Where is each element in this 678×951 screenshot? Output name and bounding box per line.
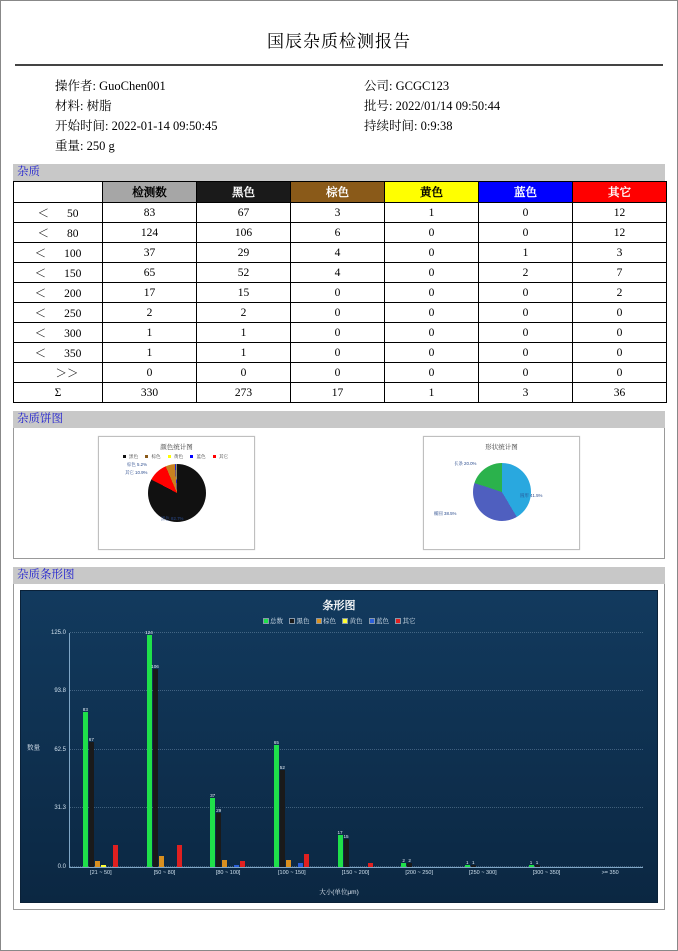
meta-row-material: [55, 96, 354, 116]
pie-legend-item-black: 黑色: [123, 454, 140, 459]
table-cell-value: 2: [103, 303, 197, 323]
table-cell-value: 0: [479, 323, 573, 343]
table-header-blank: [14, 182, 103, 203]
pie-card-color: [98, 436, 255, 550]
table-header-row: [14, 182, 667, 203]
meta-value-weight: 250 g: [86, 139, 115, 153]
table-cell-value: 0: [385, 243, 479, 263]
bar-总数: [465, 860, 470, 867]
bar-value-label: 1: [529, 860, 533, 866]
bar-value-label: 1: [535, 860, 539, 866]
bar-value-label: 2: [408, 858, 411, 864]
table-row: [14, 363, 667, 383]
table-cell-value: 17: [103, 283, 197, 303]
table-cell-size: ＜ 300: [14, 323, 103, 343]
pie-chart-area: [13, 428, 665, 559]
pie-label-brown: 棕色 5.2%: [127, 462, 148, 467]
table-row: [14, 263, 667, 283]
table-cell-size: ＜ 250: [14, 303, 103, 323]
table-cell-value: 0: [385, 363, 479, 383]
table-cell-value: 0: [291, 363, 385, 383]
table-cell-value: 37: [103, 243, 197, 263]
table-row: [14, 243, 667, 263]
table-header-yellow: 黄色: [385, 182, 479, 203]
table-cell-value: 0: [291, 323, 385, 343]
bar-黑色: [343, 833, 349, 867]
pie-title-color: 颜色统计图: [160, 444, 193, 451]
table-cell-value: 6: [291, 223, 385, 243]
bar-value-label: 29: [216, 807, 222, 813]
bar-chart-y-axis-title: 数量: [27, 744, 40, 751]
meta-block: [15, 76, 663, 156]
pie-graphic-color: [148, 464, 206, 522]
pie-label-strip: 长条 20.0%: [454, 461, 477, 466]
table-row: [14, 223, 667, 243]
meta-row-company: [364, 76, 663, 96]
table-cell-value: 0: [479, 363, 573, 383]
bar-棕色: [222, 860, 227, 867]
table-cell-value: 67: [197, 203, 291, 223]
page-title: 国辰杂质检测报告: [267, 32, 411, 51]
bar-总数: [82, 706, 88, 867]
x-axis-tick: [100 ~ 150]: [277, 870, 306, 876]
bar-value-label: 2: [402, 858, 405, 864]
pie-legend-item-yellow: 黄色: [168, 454, 185, 459]
meta-row-duration: [364, 116, 663, 136]
table-cell-value: 0: [291, 343, 385, 363]
table-cell-value: 2: [573, 283, 667, 303]
bar-其它: [368, 863, 373, 867]
meta-label-start-time: 开始时间:: [55, 119, 109, 133]
table-cell-size: ＜ 350: [14, 343, 103, 363]
bar-group: [337, 633, 374, 876]
table-body: [14, 203, 667, 403]
table-cell-sum-value: 3: [479, 383, 573, 403]
table-cell-sum-value: 273: [197, 383, 291, 403]
pie-graphic-shape: [473, 463, 531, 521]
pie-legend-item-other: 其它: [213, 454, 230, 459]
y-axis-tick: 125.0: [50, 630, 66, 636]
table-cell-sum-value: 17: [291, 383, 385, 403]
bar-其它: [113, 845, 118, 867]
legend-item-黄色: 黄色: [342, 618, 363, 625]
meta-value-batch: 2022/01/14 09:50:44: [395, 99, 501, 113]
bar-chart-legend: [21, 616, 657, 625]
x-axis-tick: [200 ~ 250]: [405, 870, 433, 876]
bar-总数: [401, 858, 406, 867]
table-cell-value: 3: [573, 243, 667, 263]
table-cell-value: 0: [385, 223, 479, 243]
bar-蓝色: [298, 863, 303, 867]
meta-value-operator: GuoChen001: [99, 79, 166, 93]
meta-col-left: [15, 76, 354, 156]
x-axis-tick: [250 ~ 300]: [468, 870, 497, 876]
table-cell-value: 124: [103, 223, 197, 243]
table-cell-size: ＜ 80: [14, 223, 103, 243]
meta-row-start-time: [55, 116, 354, 136]
pie-label-other: 其它 10.9%: [125, 470, 148, 475]
meta-label-batch: 批号:: [364, 99, 393, 113]
bar-其它: [240, 861, 245, 867]
table-cell-size: ＜ 200: [14, 283, 103, 303]
table-cell-sum-value: 330: [103, 383, 197, 403]
section-header-bar-chart: 杂质条形图: [13, 567, 665, 584]
table-cell-value: 0: [479, 343, 573, 363]
table-cell-value: 1: [103, 323, 197, 343]
meta-label-weight: 重量:: [55, 139, 84, 153]
bar-黑色: [407, 858, 412, 867]
bar-group: [210, 633, 246, 876]
table-cell-value: 1: [385, 203, 479, 223]
bar-总数: [145, 629, 153, 867]
table-cell-value: 1: [103, 343, 197, 363]
impurity-table: [13, 181, 667, 403]
bar-group: [465, 633, 501, 876]
meta-row-operator: [55, 76, 354, 96]
table-cell-value: 1: [479, 243, 573, 263]
bar-group: [273, 633, 310, 876]
bar-黑色: [471, 860, 476, 867]
pie-wrap-color: [99, 460, 254, 530]
meta-label-company: 公司:: [364, 79, 393, 93]
table-cell-value: 3: [291, 203, 385, 223]
section-header-pie-charts: 杂质饼图: [13, 411, 665, 428]
table-cell-value: 0: [573, 343, 667, 363]
bar-chart: [20, 590, 658, 903]
table-cell-value: 83: [103, 203, 197, 223]
title-divider: [15, 64, 663, 66]
table-cell-value: 4: [291, 263, 385, 283]
table-cell-sum-label: Σ: [14, 383, 103, 403]
table-cell-value: 0: [573, 303, 667, 323]
bar-value-label: 124: [145, 629, 153, 635]
x-axis-tick: [150 ~ 200]: [341, 870, 370, 876]
table-cell-value: 0: [479, 303, 573, 323]
table-cell-size: ＜ 150: [14, 263, 103, 283]
table-cell-size: ＜ 100: [14, 243, 103, 263]
table-cell-value: 0: [385, 283, 479, 303]
table-cell-value: 0: [291, 303, 385, 323]
bar-value-label: 83: [82, 706, 88, 712]
bar-value-label: 17: [337, 830, 343, 836]
table-row-sum: [14, 383, 667, 403]
meta-label-duration: 持续时间:: [364, 119, 418, 133]
table-cell-value: 0: [385, 303, 479, 323]
y-axis-tick: 31.3: [54, 805, 66, 812]
bar-group: [145, 629, 183, 876]
table-cell-value: 0: [197, 363, 291, 383]
table-row: [14, 323, 667, 343]
bar-chart-title: 条形图: [322, 600, 356, 612]
table-cell-value: 0: [385, 263, 479, 283]
bar-黑色: [151, 663, 159, 867]
x-axis-tick: [80 ~ 100]: [215, 870, 241, 876]
x-axis-tick: >= 350: [601, 870, 619, 876]
table-cell-sum-value: 36: [573, 383, 667, 403]
x-axis-tick: [300 ~ 350]: [532, 870, 561, 876]
legend-item-其它: 其它: [395, 618, 416, 625]
bar-棕色: [159, 856, 164, 867]
table-row: [14, 203, 667, 223]
meta-row-batch: [364, 96, 663, 116]
table-header-black: 黑色: [197, 182, 291, 203]
table-cell-value: 0: [385, 323, 479, 343]
table-cell-value: 0: [573, 363, 667, 383]
table-cell-value: 12: [573, 203, 667, 223]
bar-黑色: [88, 736, 94, 867]
bar-蓝色: [234, 865, 239, 867]
bar-value-label: 15: [343, 833, 349, 839]
bar-chart-x-axis-title: 大小(单位μm): [319, 889, 359, 896]
table-cell-value: 12: [573, 223, 667, 243]
table-header-other: 其它: [573, 182, 667, 203]
bar-group: [401, 633, 437, 876]
bar-value-label: 67: [88, 736, 94, 742]
bar-总数: [273, 740, 279, 867]
table-cell-value: 7: [573, 263, 667, 283]
bar-黑色: [216, 807, 222, 867]
meta-label-material: 材料:: [55, 99, 84, 113]
x-axis-tick: [50 ~ 80]: [153, 870, 176, 876]
pie-label-black: 黑色 82.7%: [161, 516, 184, 521]
table-header-blue: 蓝色: [479, 182, 573, 203]
table-header-count: 检测数: [103, 182, 197, 203]
table-cell-sum-value: 1: [385, 383, 479, 403]
table-cell-value: 2: [479, 263, 573, 283]
meta-value-material: 树脂: [86, 99, 112, 113]
table-cell-size: ＞＞: [14, 363, 103, 383]
bar-总数: [529, 860, 534, 867]
pie-wrap-shape: [424, 459, 579, 529]
table-cell-value: 0: [573, 323, 667, 343]
bar-chart-plot: [50, 629, 643, 876]
table-header-brown: 棕色: [291, 182, 385, 203]
table-head: [14, 182, 667, 203]
table-cell-value: 2: [197, 303, 291, 323]
meta-label-operator: 操作者:: [55, 79, 96, 93]
bar-黑色: [535, 860, 540, 867]
table-cell-value: 0: [479, 283, 573, 303]
bar-value-label: 52: [279, 764, 285, 770]
table-row: [14, 283, 667, 303]
bar-value-label: 1: [466, 860, 469, 866]
meta-row-weight: [55, 136, 354, 156]
bar-棕色: [286, 860, 291, 867]
meta-value-start-time: 2022-01-14 09:50:45: [111, 119, 218, 133]
table-cell-value: 0: [103, 363, 197, 383]
table-cell-value: 29: [197, 243, 291, 263]
pie-legend-item-blue: 蓝色: [190, 454, 207, 459]
section-header-impurity-table: 杂质: [13, 164, 665, 181]
y-axis-tick: 93.8: [54, 688, 66, 695]
bar-value-label: 65: [273, 740, 279, 746]
legend-item-总数: 总数: [263, 618, 284, 625]
meta-value-company: GCGC123: [395, 79, 450, 93]
legend-item-黑色: 黑色: [289, 618, 310, 625]
bar-group: [82, 633, 119, 876]
pie-label-ellipse: 椭圆 38.5%: [434, 511, 457, 516]
table-cell-value: 106: [197, 223, 291, 243]
meta-value-duration: 0:9:38: [420, 119, 453, 133]
bar-棕色: [95, 861, 100, 867]
legend-item-棕色: 棕色: [316, 618, 337, 625]
bar-总数: [210, 792, 216, 867]
y-axis-tick: 0.0: [57, 864, 66, 870]
legend-item-蓝色: 蓝色: [369, 618, 390, 625]
table-cell-value: 65: [103, 263, 197, 283]
pie-label-circle: 圆形 41.5%: [520, 493, 543, 498]
bar-value-label: 1: [472, 860, 475, 866]
bar-其它: [177, 845, 182, 867]
x-axis-tick: [21 ~ 50]: [90, 870, 112, 876]
bar-group: [592, 633, 628, 876]
table-cell-size: ＜ 50: [14, 203, 103, 223]
bar-value-label: 106: [151, 663, 159, 669]
bar-黑色: [279, 764, 285, 867]
bar-其它: [304, 854, 309, 867]
pie-title-shape: 形状统计图: [485, 444, 518, 451]
table-cell-value: 0: [385, 343, 479, 363]
table-cell-value: 0: [479, 203, 573, 223]
table-cell-value: 1: [197, 343, 291, 363]
table-cell-value: 0: [291, 283, 385, 303]
table-cell-value: 0: [479, 223, 573, 243]
table-cell-value: 15: [197, 283, 291, 303]
bar-总数: [337, 830, 343, 867]
table-row: [14, 303, 667, 323]
bar-黄色: [101, 865, 106, 867]
pie-legend-item-brown: 棕色: [145, 454, 162, 459]
table-row: [14, 343, 667, 363]
meta-col-right: [354, 76, 663, 156]
y-axis-tick: 62.5: [54, 747, 66, 753]
bar-group: [529, 633, 565, 876]
bar-value-label: 37: [210, 792, 216, 798]
table-cell-value: 4: [291, 243, 385, 263]
bar-chart-area: [13, 584, 665, 910]
pie-card-shape: [423, 436, 580, 550]
table-cell-value: 52: [197, 263, 291, 283]
table-cell-value: 1: [197, 323, 291, 343]
